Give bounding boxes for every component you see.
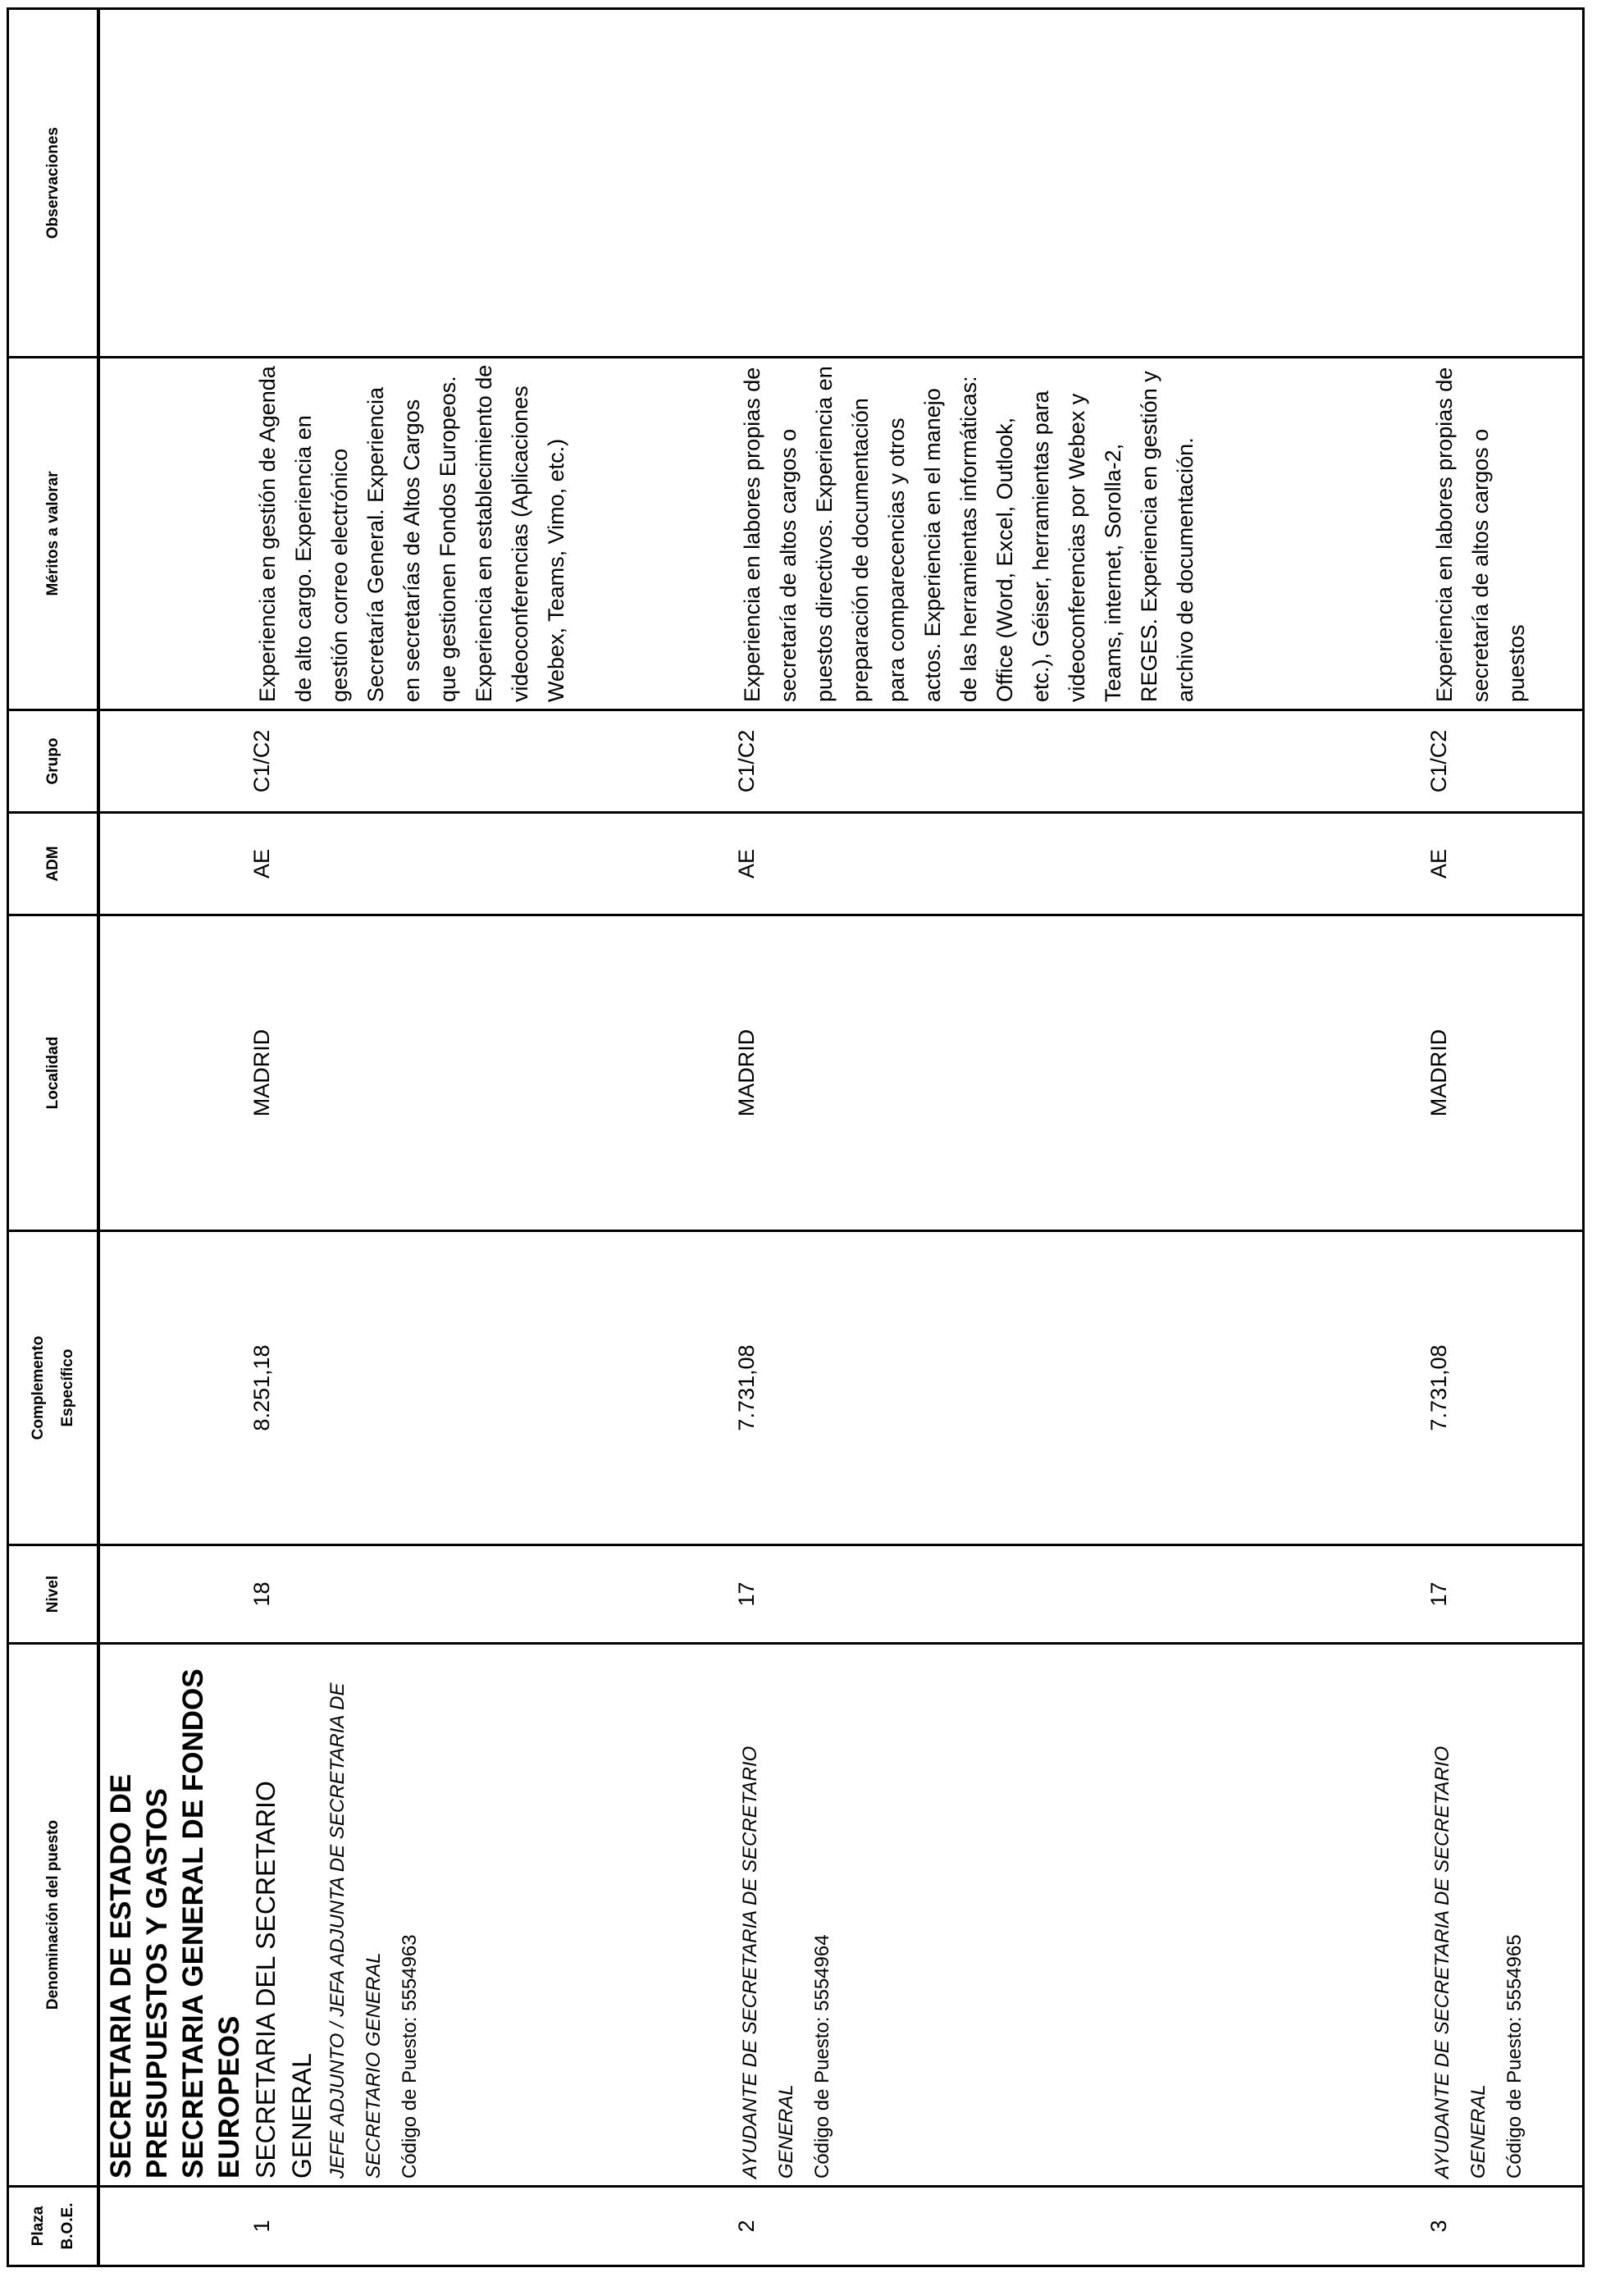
observaciones-cell <box>1421 9 1584 358</box>
position-title: AYUDANTE DE SECRETARIA DE SECRETARIO GENERAL <box>1431 1745 1489 2179</box>
denominacion-cell <box>98 1644 729 2187</box>
grupo-cell: C1/C2 <box>1421 710 1584 813</box>
vacancies-table <box>7 7 1585 2267</box>
table-row <box>98 9 729 2266</box>
adm-cell: AE <box>1421 813 1584 915</box>
denominacion-cell <box>729 1644 1421 2187</box>
adm-cell: AE <box>729 813 1421 915</box>
denominacion-cell <box>1421 1644 1584 2187</box>
header-grupo: Grupo <box>8 710 99 813</box>
adm-cell: AE <box>98 813 729 915</box>
header-denominacion: Denominación del puesto <box>8 1644 99 2187</box>
meritos-cell: Experiencia en gestión de Agenda de alto cargo. Experiencia en gestión correo electrónico Secretaría General. Experiencia en secretarías de Altos Cargos que gestionen Fondos Europeos. Experiencia en establecimiento de videoconferencias (Aplicaciones Webex, Teams, Vimo, etc.) <box>98 358 729 710</box>
table-row <box>1421 9 1584 2266</box>
observaciones-cell <box>98 9 729 358</box>
position-code: Código de Puesto: 5554963 <box>399 1934 421 2179</box>
header-row <box>8 9 99 2266</box>
plaza-cell: 2 <box>729 2187 1421 2266</box>
grupo-cell: C1/C2 <box>729 710 1421 813</box>
observaciones-cell <box>729 9 1421 358</box>
plaza-cell: 1 <box>98 2187 729 2266</box>
grupo-cell: C1/C2 <box>98 710 729 813</box>
nivel-cell: 17 <box>729 1545 1421 1644</box>
header-complemento: Complemento Específico <box>8 1231 99 1545</box>
nivel-cell: 17 <box>1421 1545 1584 1644</box>
position-code: Código de Puesto: 5554965 <box>1503 1934 1526 2179</box>
complemento-cell: 8.251,18 <box>98 1231 729 1545</box>
table-row <box>729 9 1421 2266</box>
header-plaza: Plaza B.O.E. <box>8 2187 99 2266</box>
meritos-cell: Experiencia en labores propias de secretaría de altos cargos o puestos <box>1421 358 1584 710</box>
localidad-cell: MADRID <box>729 915 1421 1231</box>
localidad-cell: MADRID <box>1421 915 1584 1231</box>
header-nivel: Nivel <box>8 1545 99 1644</box>
plaza-cell: 3 <box>1421 2187 1584 2266</box>
position-code: Código de Puesto: 5554964 <box>811 1934 833 2179</box>
complemento-cell: 7.731,08 <box>729 1231 1421 1545</box>
org-line-1: SECRETARIA DE ESTADO DE PRESUPUESTOS Y GASTOS <box>105 1773 173 2179</box>
nivel-cell: 18 <box>98 1545 729 1644</box>
org-line-3: SECRETARIA DEL SECRETARIO GENERAL <box>251 1781 317 2179</box>
meritos-cell: Experiencia en labores propias de secretaría de altos cargos o puestos directivos. Experiencia en preparación de documentación para comparecencias y otros actos. Experiencia en el manejo de las herramientas informáticas: Office (Word, Excel, Outlook, etc.), Géiser, herramientas para videoconferencias por Webex y Teams, internet, Sorolla-2, REGES. Experiencia en gestión y archivo de documentación. <box>729 358 1421 710</box>
org-line-2: SECRETARIA GENERAL DE FONDOS EUROPEOS <box>177 1668 245 2179</box>
header-localidad: Localidad <box>8 915 99 1231</box>
header-observaciones: Observaciones <box>8 9 99 358</box>
position-title: JEFE ADJUNTO / JEFA ADJUNTA DE SECRETARIA DE SECRETARIO GENERAL <box>326 1682 385 2179</box>
position-title: AYUDANTE DE SECRETARIA DE SECRETARIO GENERAL <box>739 1745 797 2179</box>
localidad-cell: MADRID <box>98 915 729 1231</box>
header-meritos: Méritos a valorar <box>8 358 99 710</box>
header-adm: ADM <box>8 813 99 915</box>
complemento-cell: 7.731,08 <box>1421 1231 1584 1545</box>
